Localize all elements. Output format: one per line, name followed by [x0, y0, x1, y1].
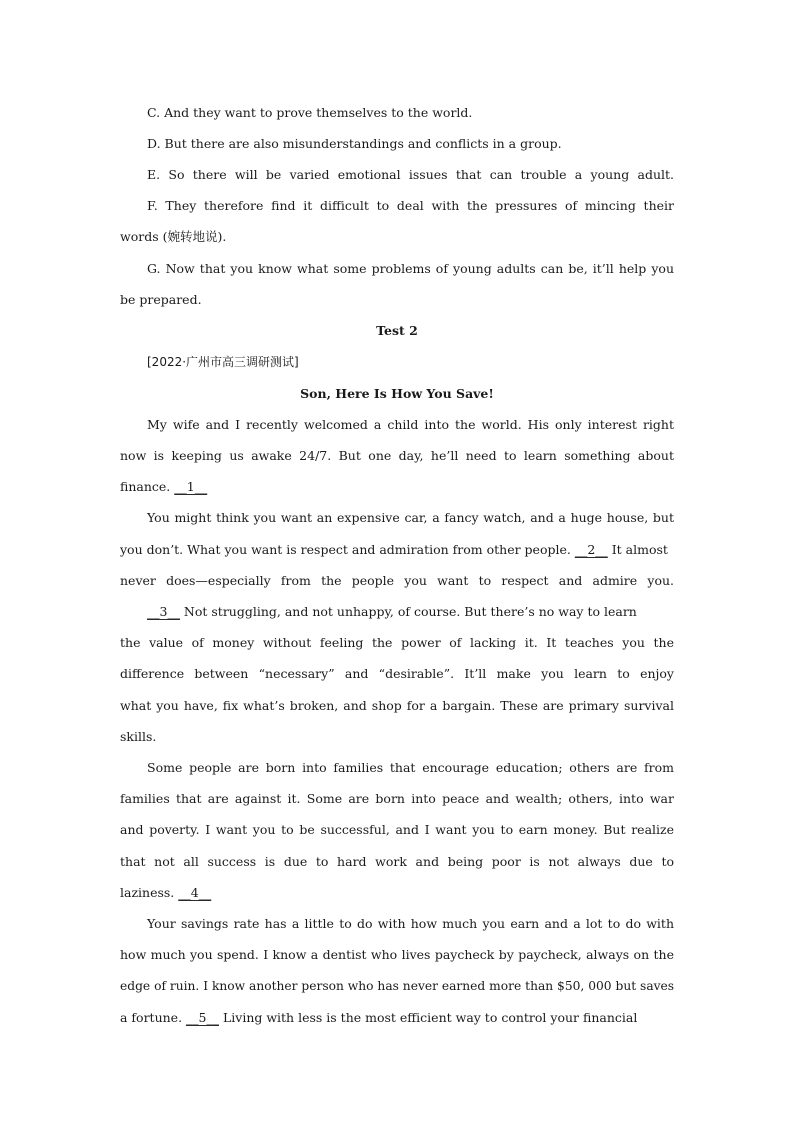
- paragraph-3-line-3: difference between “necessary” and “desirable”. It’ll make you learn to enjoy: [120, 666, 674, 681]
- option-g-line-1: G. Now that you know what some problems of young adults can be, it’ll help you: [147, 261, 674, 276]
- option-c: C. And they want to prove themselves to the world.: [147, 105, 473, 120]
- option-g-line-2: be prepared.: [120, 292, 202, 307]
- option-d: D. But there are also misunderstandings and conflicts in a group.: [147, 136, 562, 151]
- paragraph-3-after: Not struggling, and not unhappy, of course. But there’s no way to learn: [179, 604, 637, 619]
- paragraph-5-line-1: Your savings rate has a little to do with how much you earn and a lot to do with: [147, 916, 674, 931]
- paragraph-2-line-1: You might think you want an expensive car, a fancy watch, and a huge house, but: [147, 510, 674, 525]
- test-source: [2022·广州市高三调研测试]: [147, 355, 299, 369]
- paragraph-5-text: a fortune.: [120, 1010, 187, 1025]
- paragraph-4-line-1: Some people are born into families that encourage education; others are from: [147, 760, 674, 775]
- paragraph-4-line-4: that not all success is due to hard work and being poor is not always due to: [120, 854, 674, 869]
- paragraph-3-line-4: what you have, fix what’s broken, and shop for a bargain. These are primary survival: [120, 698, 674, 713]
- paragraph-5-after: Living with less is the most efficient way to control your financial: [218, 1010, 638, 1025]
- paragraph-5-line-3: edge of ruin. I know another person who has never earned more than $50, 000 but saves: [120, 979, 675, 993]
- paragraph-2-after: It almost: [607, 542, 668, 557]
- paragraph-1-line-1: My wife and I recently welcomed a child into the world. His only interest right: [147, 417, 674, 432]
- blank-2: __2__: [574, 542, 608, 557]
- paragraph-2-text: you don’t. What you want is respect and admiration from other people.: [120, 542, 575, 557]
- option-f-line-1: F. They therefore find it difficult to deal with the pressures of mincing their: [147, 198, 674, 213]
- blank-1: __1__: [174, 479, 208, 494]
- blank-5: __5__: [186, 1010, 219, 1025]
- paragraph-4-line-3: and poverty. I want you to be successful, and I want you to earn money. But realize: [120, 822, 674, 837]
- paragraph-1-line-3: [120, 479, 674, 495]
- paragraph-3-line-1: [147, 604, 674, 620]
- paragraph-2-line-3: never does—especially from the people you want to respect and admire you.: [120, 573, 674, 588]
- blank-3: __3__: [147, 604, 180, 619]
- paragraph-3-line-5: skills.: [120, 729, 157, 744]
- paragraph-1-line-2: now is keeping us awake 24/7. But one day, he’ll need to learn something about: [120, 448, 674, 463]
- paragraph-4-text: laziness.: [120, 885, 179, 900]
- paragraph-3-line-2: the value of money without feeling the power of lacking it. It teaches you the: [120, 635, 674, 650]
- option-f-line-2: words (婉转地说).: [120, 229, 227, 244]
- paragraph-4-line-2: families that are against it. Some are born into peace and wealth; others, into war: [120, 791, 674, 806]
- test-heading: Test 2: [376, 323, 418, 338]
- blank-4: __4__: [178, 885, 212, 900]
- paragraph-2-line-2: [120, 542, 674, 558]
- paragraph-1-text: finance.: [120, 479, 175, 494]
- paragraph-5-line-4: [120, 1010, 674, 1026]
- paragraph-4-line-5: [120, 885, 674, 901]
- option-e: E. So there will be varied emotional issues that can trouble a young adult.: [147, 167, 674, 182]
- paragraph-5-line-2: how much you spend. I know a dentist who lives paycheck by paycheck, always on the: [120, 947, 674, 962]
- passage-title: Son, Here Is How You Save!: [300, 386, 494, 401]
